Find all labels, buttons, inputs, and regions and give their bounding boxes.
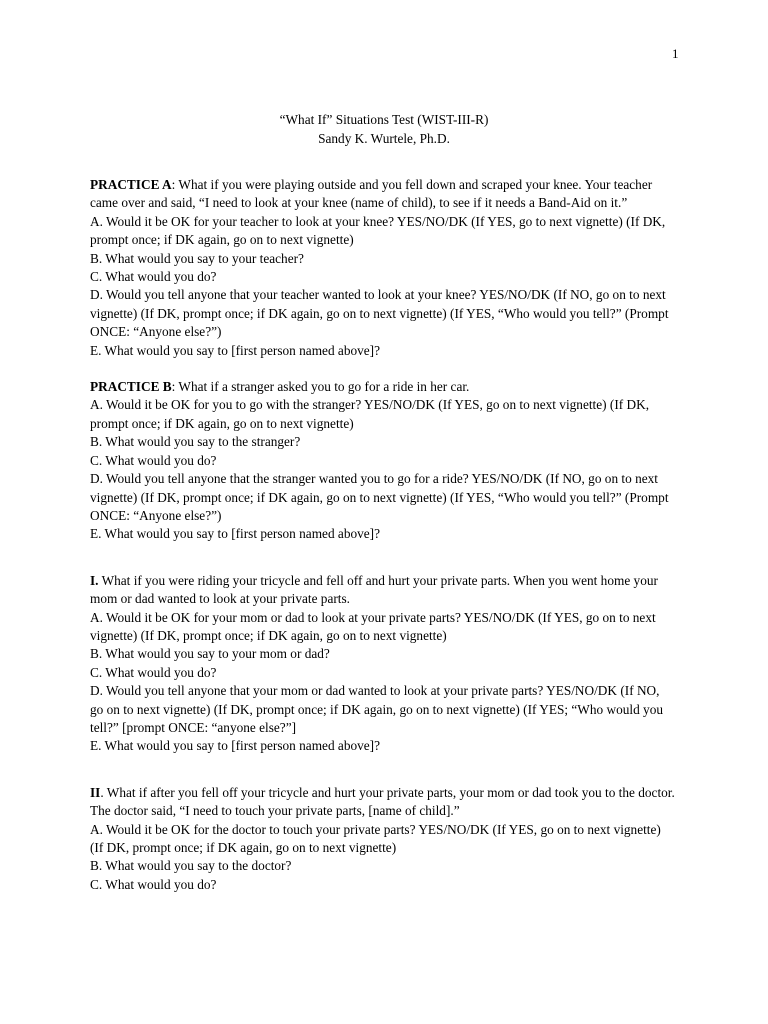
- practice-a-question-b: B. What would you say to your teacher?: [90, 250, 304, 266]
- practice-a-intro-text: : What if you were playing outside and you fell down and scraped your knee. Your teacher came over and said, “I need to look at your knee (name of child), to see if it needs a Band-Aid on it.”: [90, 177, 653, 211]
- document-author: Sandy K. Wurtele, Ph.D.: [318, 131, 450, 146]
- practice-b-question-e: E. What would you say to [first person named above]?: [90, 526, 380, 542]
- practice-b-question-a: A. Would it be OK for you to go with the stranger? YES/NO/DK (If YES, go on to next vignette) (If DK, prompt once; if DK again, go on to next vignette): [90, 397, 650, 431]
- vignette-2-question-c: C. What would you do?: [90, 876, 217, 892]
- vignette-2-intro-text: . What if after you fell off your tricycle and hurt your private parts, your mom or dad took you to the doctor. The doctor said, “I need to touch your private parts, [name of child].”: [90, 784, 675, 819]
- document-body: [90, 176, 676, 894]
- vignette-2-section: [90, 784, 676, 894]
- vignette-2-heading: II: [90, 784, 101, 800]
- vignette-1-intro: [90, 572, 676, 609]
- practice-a-heading: PRACTICE A: [90, 177, 172, 192]
- practice-a-intro: [90, 176, 676, 213]
- vignette-1-heading: I.: [90, 572, 99, 588]
- practice-a-question-a: A. Would it be OK for your teacher to look at your knee? YES/NO/DK (If YES, go to next vignette) (If DK, prompt once; if DK again, go on to next vignette): [90, 213, 666, 248]
- vignette-2-intro: [90, 784, 676, 821]
- practice-b-intro: [90, 378, 676, 396]
- practice-b-question-d: D. Would you tell anyone that the stranger wanted you to go for a ride? YES/NO/DK (If NO, go on to next vignette) (If DK, prompt once; if DK again, go on to next vignette) (If YES, “Who would you tell?” (Prompt ONCE: “Anyone else?”): [90, 471, 669, 523]
- practice-a-question-e: E. What would you say to [first person named above]?: [90, 342, 380, 358]
- vignette-1-question-e: E. What would you say to [first person named above]?: [90, 738, 380, 754]
- vignette-1-intro-text: What if you were riding your tricycle and fell off and hurt your private parts. When you went home your mom or dad wanted to look at your private parts.: [90, 572, 658, 607]
- practice-b-question-c: C. What would you do?: [90, 452, 217, 468]
- vignette-1-question-a: A. Would it be OK for your mom or dad to look at your private parts? YES/NO/DK (If YES, go on to next vignette) (If DK, prompt once; if DK again, go on to next vignette): [90, 609, 656, 643]
- vignette-1-question-c: C. What would you do?: [90, 664, 217, 680]
- vignette-2-question-b: B. What would you say to the doctor?: [90, 858, 292, 874]
- page-number: 1: [672, 46, 679, 61]
- practice-b-intro-text: : What if a stranger asked you to go for a ride in her car.: [171, 379, 470, 395]
- practice-a-question-c: C. What would you do?: [90, 269, 217, 285]
- vignette-1-question-b: B. What would you say to your mom or dad?: [90, 646, 330, 662]
- vignette-2-question-a: A. Would it be OK for the doctor to touch your private parts? YES/NO/DK (If YES, go on to next vignette) (If DK, prompt once; if DK again, go on to next vignette): [90, 821, 661, 855]
- document-header: [0, 110, 768, 148]
- practice-a-question-d: D. Would you tell anyone that your teacher wanted to look at your knee? YES/NO/DK (If NO, go on to next vignette) (If DK, prompt once; if DK again, go on to next vignette) (If YES, “Who would you tell?” (Prompt ONCE: “Anyone else?”): [90, 287, 669, 340]
- vignette-1-question-d: D. Would you tell anyone that your mom or dad wanted to look at your private parts? YES/NO/DK (If NO, go on to next vignette) (If DK, prompt once; if DK again, go on to next vignette) (If YES; “Who would you tell?” [prompt ONCE: “anyone else?”]: [90, 683, 663, 735]
- vignette-1-section: [90, 572, 676, 756]
- practice-b-heading: PRACTICE B: [90, 379, 172, 395]
- practice-b-section: [90, 378, 676, 544]
- practice-b-question-b: B. What would you say to the stranger?: [90, 434, 301, 450]
- practice-a-section: [90, 176, 676, 360]
- document-title: “What If” Situations Test (WIST-III-R): [279, 112, 489, 127]
